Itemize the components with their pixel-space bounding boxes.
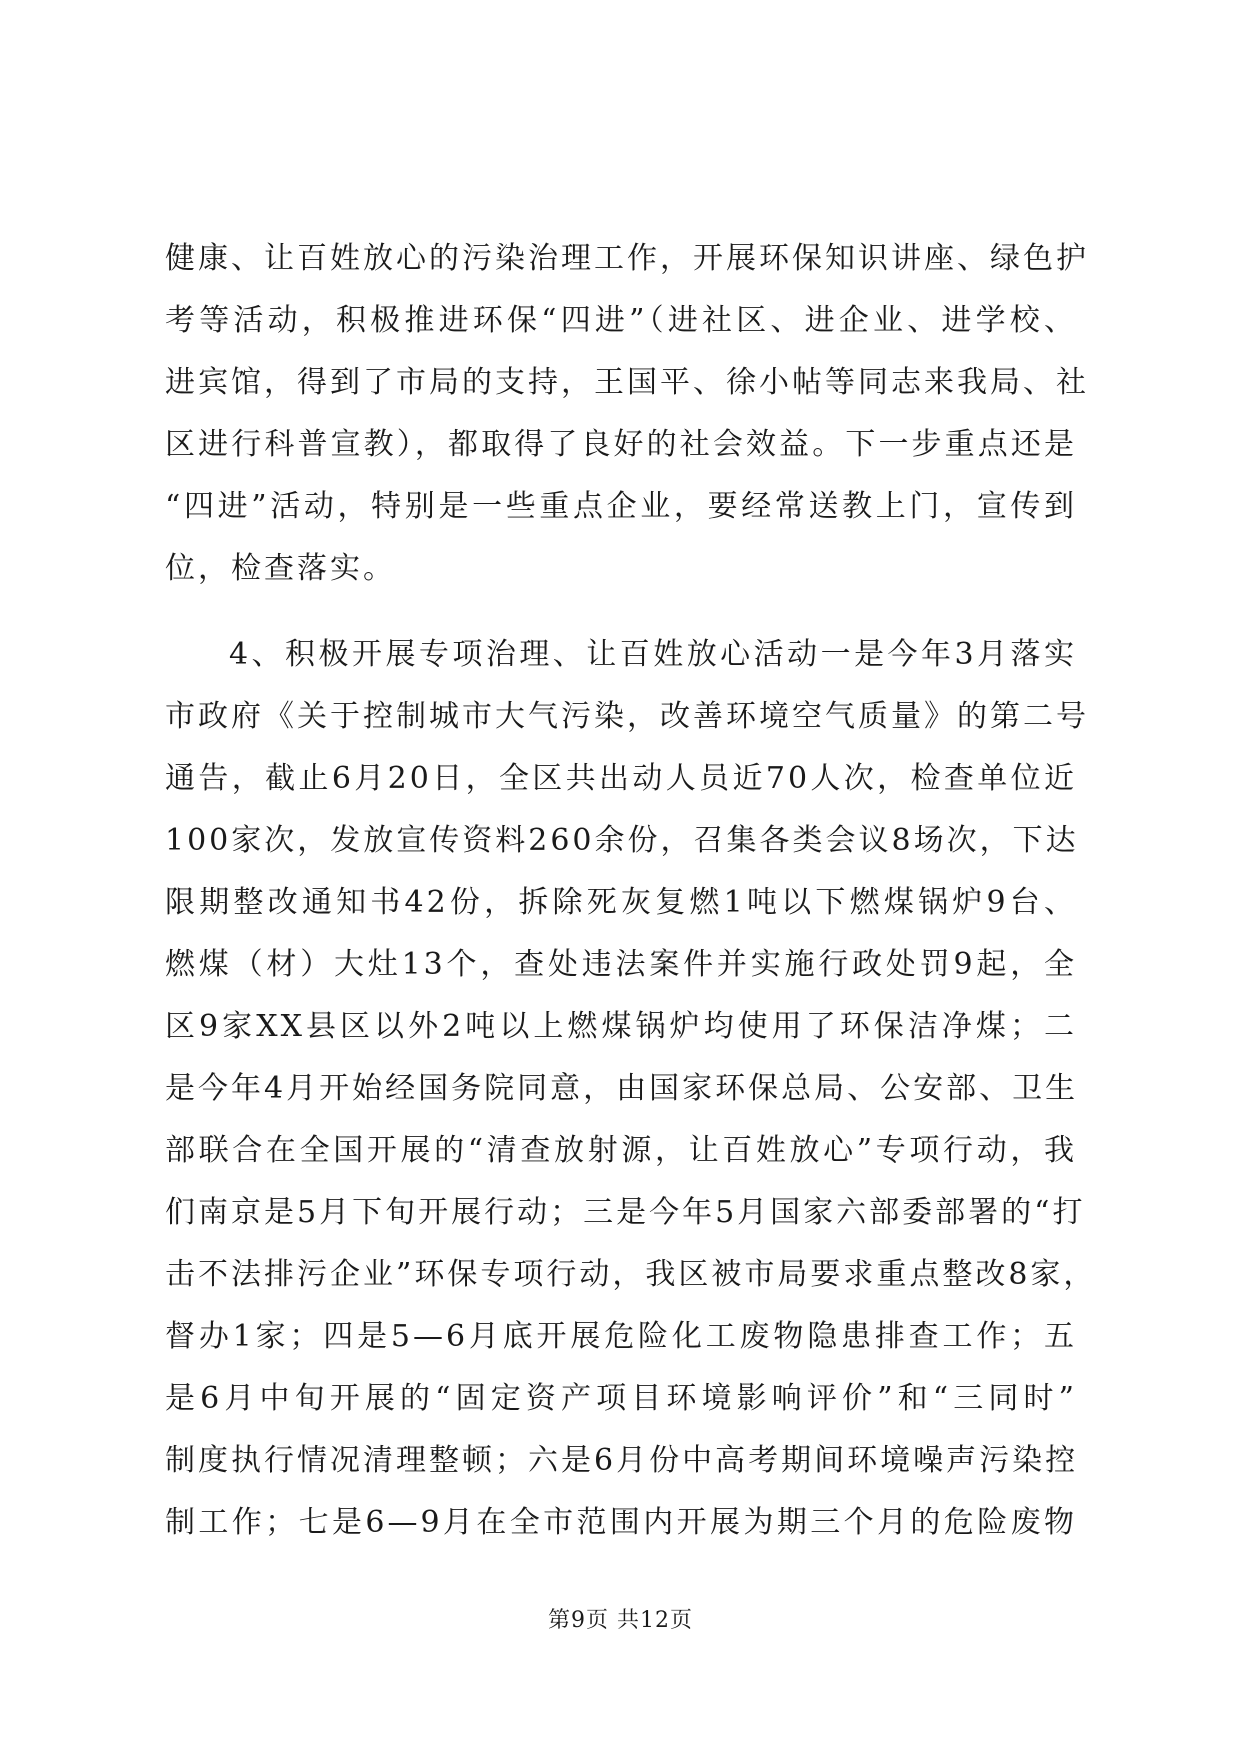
text-line: 健康、让百姓放心的污染治理工作，开展环保知识讲座、绿色护 <box>165 241 1089 276</box>
text-line: 区9家XX县区以外2吨以上燃煤锅炉均使用了环保洁净煤；二 <box>165 1009 1077 1044</box>
text-line: 进宾馆，得到了市局的支持，王国平、徐小帖等同志来我局、社 <box>165 365 1089 400</box>
text-line: 是6月中旬开展的“固定资产项目环境影响评价”和“三同时” <box>165 1381 1077 1416</box>
text-line: 通告，截止6月20日，全区共出动人员近70人次，检查单位近 <box>165 761 1077 796</box>
text-line: 4、积极开展专项治理、让百姓放心活动一是今年3月落实 <box>229 637 1077 672</box>
text-line: 区进行科普宣教），都取得了良好的社会效益。下一步重点还是 <box>165 427 1077 462</box>
page-footer <box>0 1606 1241 1636</box>
text-line: 市政府《关于控制城市大气污染，改善环境空气质量》的第二号 <box>165 699 1089 734</box>
text-line: 燃煤（材）大灶13个，查处违法案件并实施行政处罚9起，全 <box>165 947 1077 982</box>
text-line: 击不法排污企业”环保专项行动，我区被市局要求重点整改8家， <box>165 1257 1097 1292</box>
text-line: 制工作；七是6—9月在全市范围内开展为期三个月的危险废物 <box>165 1505 1077 1540</box>
text-line: 制度执行情况清理整顿；六是6月份中高考期间环境噪声污染控 <box>165 1443 1079 1478</box>
paragraph-2 <box>165 624 1097 1554</box>
document-body <box>165 228 1097 1554</box>
text-line: 限期整改通知书42份，拆除死灰复燃1吨以下燃煤锅炉9台、 <box>165 885 1077 920</box>
text-line: 位，检查落实。 <box>165 551 396 586</box>
text-line: 督办1家；四是5—6月底开展危险化工废物隐患排查工作；五 <box>165 1319 1077 1354</box>
paragraph-gap <box>165 600 1077 624</box>
text-line: “四进”活动，特别是一些重点企业，要经常送教上门，宣传到 <box>165 489 1077 524</box>
text-line: 考等活动，积极推进环保“四进”（进社区、进企业、进学校、 <box>165 303 1077 338</box>
text-line: 100家次，发放宣传资料260余份，召集各类会议8场次，下达 <box>165 823 1079 858</box>
text-line: 部联合在全国开展的“清查放射源，让百姓放心”专项行动，我 <box>165 1133 1077 1168</box>
text-line: 们南京是5月下旬开展行动；三是今年5月国家六部委部署的“打 <box>165 1195 1086 1230</box>
paragraph-1 <box>165 228 1089 600</box>
page-number: 第9页 共12页 <box>548 1608 693 1633</box>
text-line: 是今年4月开始经国务院同意，由国家环保总局、公安部、卫生 <box>165 1071 1079 1106</box>
